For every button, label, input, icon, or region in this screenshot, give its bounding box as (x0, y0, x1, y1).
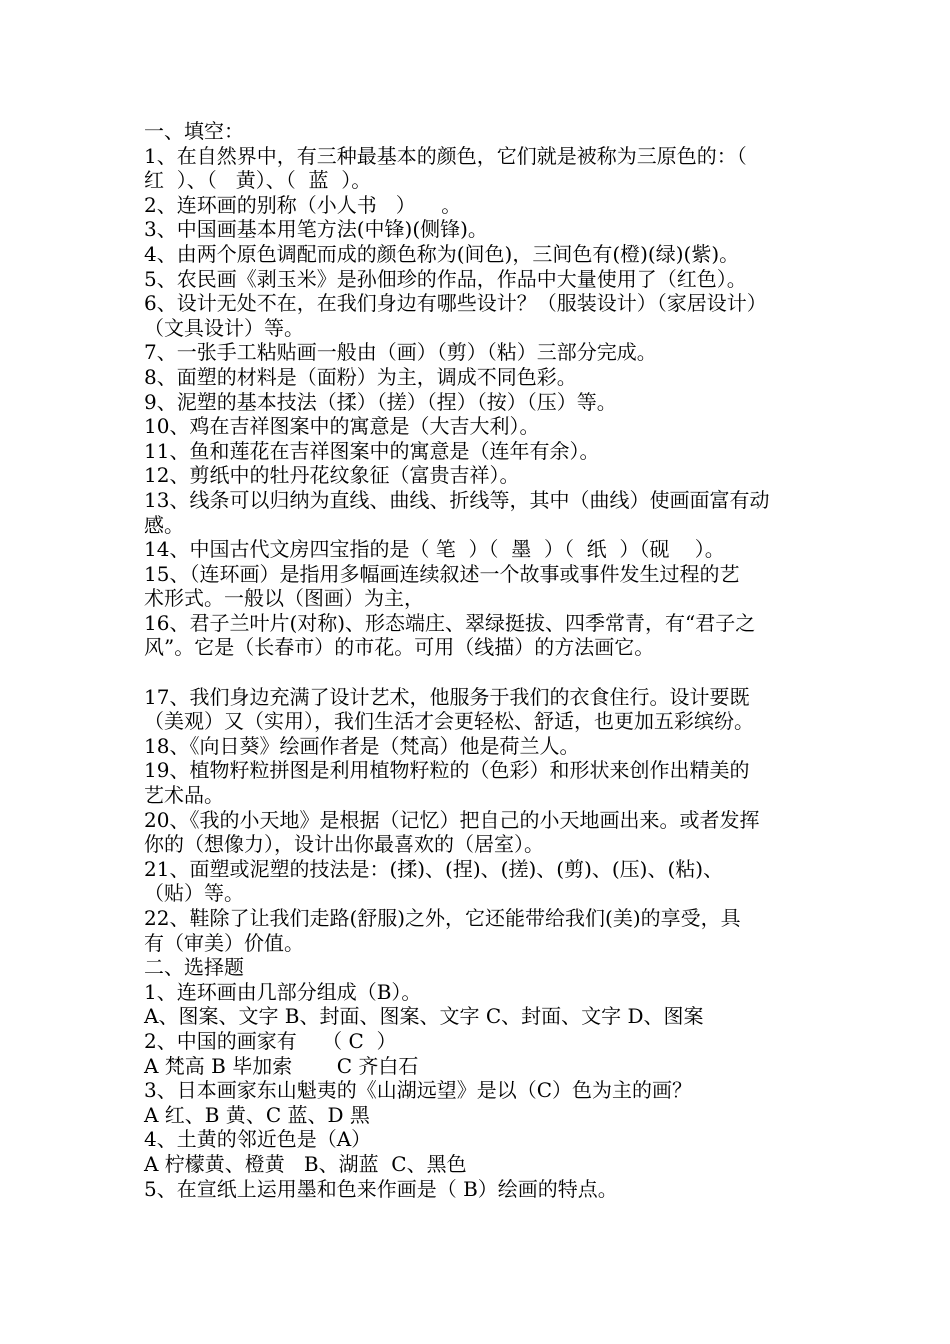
question-line: 7、一张手工粘贴画一般由（画）（剪）（粘）三部分完成。 (144, 340, 657, 365)
question-line: 2、连环画的别称（小人书 ） 。 (144, 192, 462, 217)
choice-line: 4、土黄的邻近色是（A） (144, 1127, 372, 1152)
document-body (144, 119, 824, 1201)
section-title-fill-in: 一、填空： (144, 119, 244, 143)
fill-in-questions-part1 (144, 144, 824, 660)
multiple-choice-questions (144, 980, 824, 1201)
choice-line: 2、中国的画家有 （ C ） (144, 1028, 397, 1053)
blank-line (144, 660, 824, 685)
question-line: 9、泥塑的基本技法（揉）（搓）（捏）（按）（压）等。 (144, 389, 617, 414)
question-line: （文具设计）等。 (144, 315, 304, 340)
choice-line: 3、日本画家东山魁夷的《山湖远望》是以（C）色为主的画？ (144, 1078, 693, 1103)
question-line: 感。 (144, 512, 184, 537)
question-line: 1、在自然界中，有三种最基本的颜色，它们就是被称为三原色的：（ (144, 143, 747, 168)
question-line: 3、中国画基本用笔方法(中锋)(侧锋)。 (144, 217, 488, 242)
question-line: 4、由两个原色调配而成的颜色称为(间色)，三间色有(橙)(绿)(紫)。 (144, 241, 740, 266)
question-line: 艺术品。 (144, 783, 224, 808)
choice-line: A 柠檬黄、橙黄 B、湖蓝 C、黑色 (144, 1151, 467, 1176)
question-line: 22、鞋除了让我们走路(舒服)之外，它还能带给我们(美)的享受，具 (144, 906, 741, 930)
question-line: （贴）等。 (144, 881, 244, 906)
fill-in-questions-part2 (144, 685, 824, 956)
question-line: 红 ）、（ 黄）、（ 蓝 ）。 (144, 168, 372, 193)
question-line: 风”。它是（长春市）的市花。可用（线描）的方法画它。 (144, 635, 655, 660)
question-line: 11、鱼和莲花在吉祥图案中的寓意是（连年有余）。 (144, 438, 600, 463)
question-line: 你的（想像力），设计出你最喜欢的（居室）。 (144, 832, 544, 857)
choice-line: A 红、B 黄、C 蓝、D 黑 (144, 1102, 370, 1127)
question-line: 13、线条可以归纳为直线、曲线、折线等，其中（曲线）使画面富有动 (144, 487, 770, 512)
question-line: 14、中国古代文房四宝指的是（ 笔 ）（ 墨 ）（ 纸 ）（砚 ）。 (144, 537, 725, 562)
choice-line: 5、在宣纸上运用墨和色来作画是（ B）绘画的特点。 (144, 1176, 618, 1201)
question-line: 18、《向日葵》绘画作者是（梵高）他是荷兰人。 (144, 733, 580, 758)
question-line: 12、剪纸中的牡丹花纹象征（富贵吉祥）。 (144, 463, 520, 488)
question-line: 20、《我的小天地》是根据（记忆）把自己的小天地画出来。或者发挥 (144, 807, 760, 832)
choice-line: A 梵高 B 毕加索 C 齐白石 (144, 1053, 419, 1078)
section-title-multiple-choice: 二、选择题 (144, 955, 244, 980)
choice-line: 1、连环画由几部分组成（B）。 (144, 979, 422, 1004)
question-line: 术形式。一般以（图画）为主， (144, 586, 424, 611)
question-line: 17、我们身边充满了设计艺术，他服务于我们的衣食住行。设计要既 (144, 684, 750, 709)
question-line: 21、面塑或泥塑的技法是：(揉)、(捏)、(搓)、(剪)、(压)、(粘)、 (144, 856, 724, 881)
question-line: 有（审美）价值。 (144, 930, 304, 955)
question-line: 16、君子兰叶片(对称)、形态端庄、翠绿挺拔、四季常青，有“君子之 (144, 610, 756, 635)
question-line: 19、植物籽粒拼图是利用植物籽粒的（色彩）和形状来创作出精美的 (144, 758, 750, 783)
question-line: （美观）又（实用），我们生活才会更轻松、舒适，也更加五彩缤纷。 (144, 709, 754, 734)
question-line: 10、鸡在吉祥图案中的寓意是（大吉大利）。 (144, 414, 540, 439)
question-line: 5、农民画《剥玉米》是孙佃珍的作品，作品中大量使用了（红色）。 (144, 266, 747, 291)
question-line: 8、面塑的材料是（面粉）为主，调成不同色彩。 (144, 364, 577, 389)
question-line: 6、设计无处不在，在我们身边有哪些设计？（服装设计）（家居设计） (144, 291, 767, 316)
question-line: 15、（连环画）是指用多幅画连续叙述一个故事或事件发生过程的艺 (144, 561, 740, 586)
choice-line: A、图案、文字 B、封面、图案、文字 C、封面、文字 D、图案 (144, 1004, 704, 1029)
